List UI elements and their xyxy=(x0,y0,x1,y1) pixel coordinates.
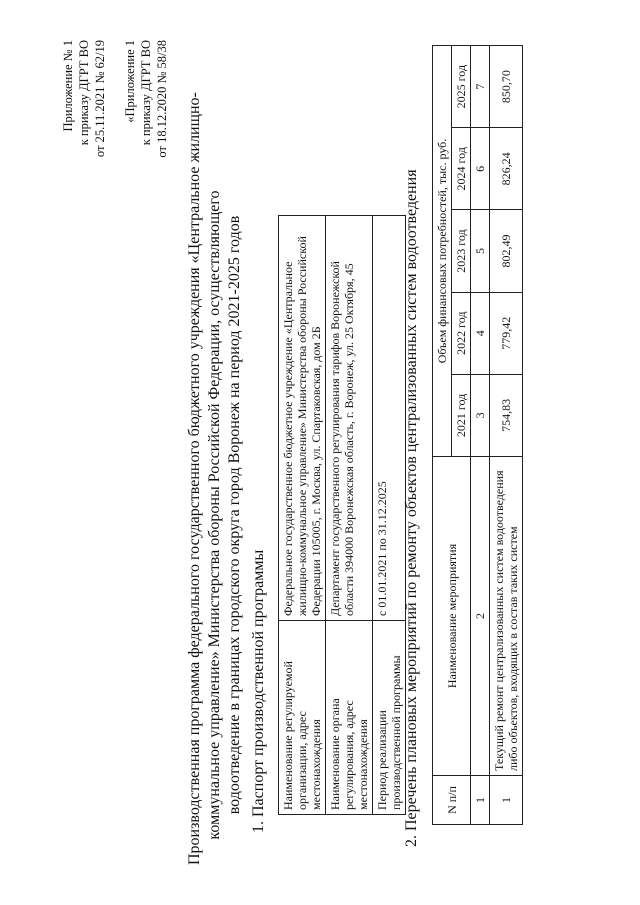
passport-label: Наименование регулируемой организации, адрес местонахождения xyxy=(279,621,326,815)
table-row xyxy=(373,216,406,815)
table-row xyxy=(490,46,523,825)
row-value: 850,70 xyxy=(490,46,523,128)
table-index-row xyxy=(471,46,490,825)
index-cell: 5 xyxy=(471,210,490,292)
header-num: N п/п xyxy=(433,776,471,825)
index-cell: 2 xyxy=(471,457,490,776)
measures-table xyxy=(432,45,523,825)
table-row xyxy=(279,216,326,815)
index-cell: 4 xyxy=(471,292,490,374)
title-line: Производственная программа федерального государственного бюджетного учреждения «Центральное жилищно- xyxy=(186,92,203,865)
passport-table xyxy=(278,215,406,815)
table-header-row xyxy=(433,46,452,825)
appendix-line: от 25.11.2021 № 62/19 xyxy=(93,40,107,158)
title-line: коммунальное управление» Министерства обороны Российской Федерации, осуществляющего xyxy=(206,190,223,840)
appendix-line: к приказу ДГРТ ВО xyxy=(139,40,153,146)
index-cell: 3 xyxy=(471,374,490,456)
header-year: 2024 год xyxy=(452,128,471,210)
index-cell: 6 xyxy=(471,128,490,210)
row-value: 826,24 xyxy=(490,128,523,210)
table-row xyxy=(326,216,373,815)
appendix-line: к приказу ДГРТ ВО xyxy=(77,40,91,146)
header-volume: Объем финансовых потребностей, тыс. руб. xyxy=(433,46,452,457)
header-name: Наименование мероприятия xyxy=(433,457,471,776)
header-year: 2023 год xyxy=(452,210,471,292)
row-value: 754,83 xyxy=(490,374,523,456)
row-value: 802,49 xyxy=(490,210,523,292)
passport-value: Департамент государственного регулирования тарифов Воронежской области 394000 Воронежская область, г. Воронеж, ул. 25 Октября, 45 xyxy=(326,216,373,621)
row-num: 1 xyxy=(490,776,523,825)
title-line: водоотведение в границах городского округа город Воронеж на период 2021-2025 годов xyxy=(226,215,243,815)
section-heading-passport: 1. Паспорт производственной программы xyxy=(250,549,267,833)
row-name: Текущий ремонт централизованных систем водоотведения либо объектов, входящих в состав таких систем xyxy=(490,457,523,776)
passport-label: Период реализации производственной программы xyxy=(373,621,406,815)
appendix-line: от 18.12.2020 № 58/38 xyxy=(155,40,169,158)
passport-label: Наименование органа регулирования, адрес местонахождения xyxy=(326,621,373,815)
appendix-line: «Приложение 1 xyxy=(123,40,137,123)
index-cell: 1 xyxy=(471,776,490,825)
index-cell: 7 xyxy=(471,46,490,128)
header-year: 2025 год xyxy=(452,46,471,128)
appendix-note-previous xyxy=(122,40,170,300)
section-heading-measures: 2. Перечень плановых мероприятий по ремонту объектов централизованных систем водоотведения xyxy=(403,169,420,847)
header-year: 2022 год xyxy=(452,292,471,374)
passport-value: с 01.01.2021 по 31.12.2025 xyxy=(373,216,406,621)
passport-value: Федеральное государственное бюджетное учреждение «Центральное жилищно-коммунальное управление» Министерства обороны Российской Федерации 105005, г. Москва, ул. Спартаковская, дом 2Б xyxy=(279,216,326,621)
appendix-note-current xyxy=(60,40,108,300)
appendix-line: Приложение № 1 xyxy=(61,40,75,132)
header-year: 2021 год xyxy=(452,374,471,456)
row-value: 779,42 xyxy=(490,292,523,374)
document-title xyxy=(185,92,245,865)
